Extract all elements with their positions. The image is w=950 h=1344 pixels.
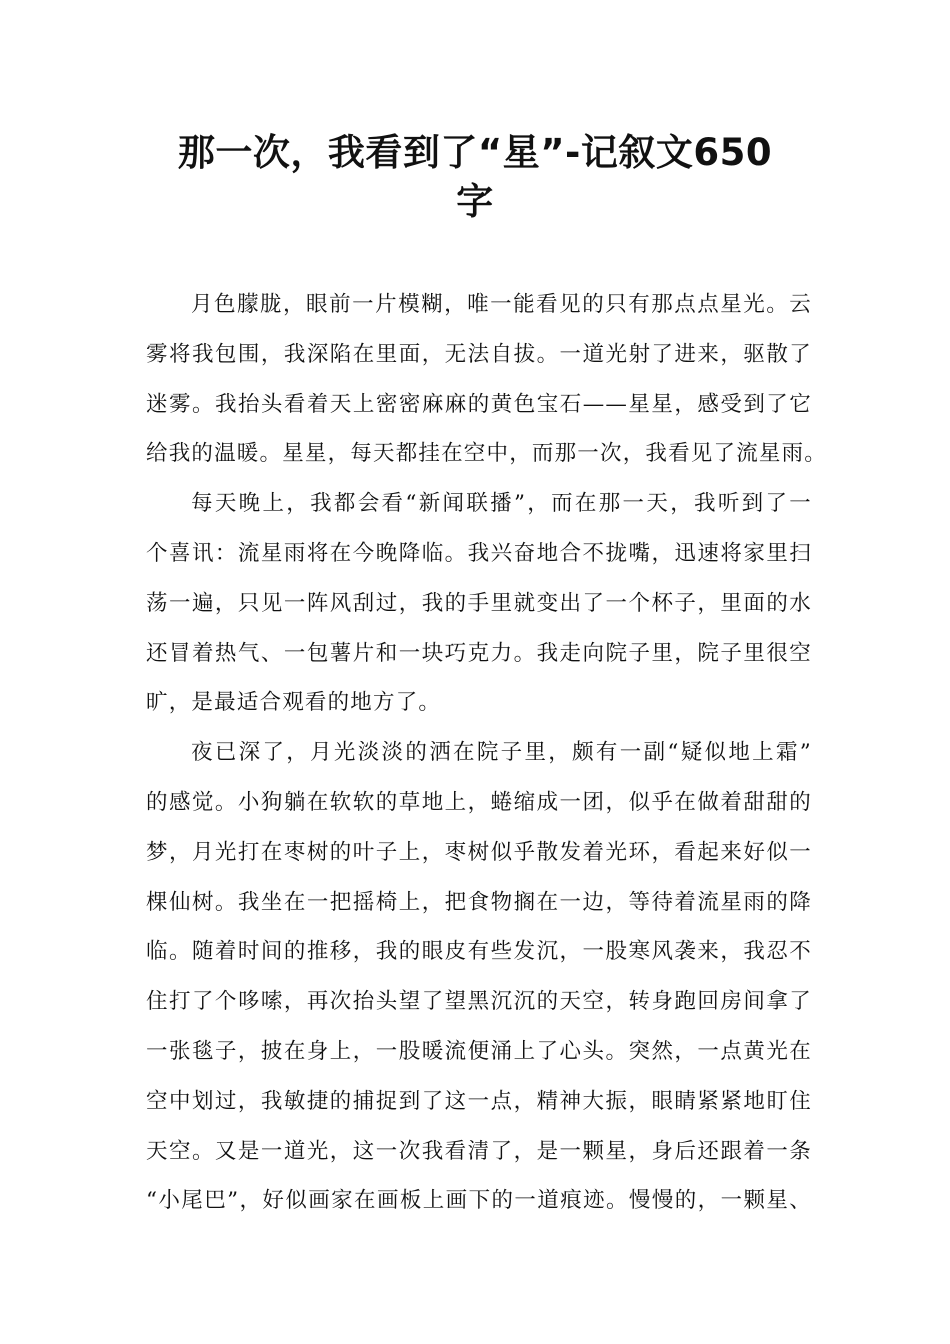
title-line-1: 那一次，我看到了“星”-记叙文650 xyxy=(177,131,773,174)
text-line: 梦，月光打在枣树的叶子上，枣树似乎散发着光环，看起来好似一 xyxy=(146,839,812,865)
text-line: 夜已深了，月光淡淡的洒在院子里，颇有一副“疑似地上霜” xyxy=(191,740,812,766)
text-line: 雾将我包围，我深陷在里面，无法自拔。一道光射了进来，驱散了 xyxy=(146,341,812,367)
text-line: 迷雾。我抬头看着天上密密麻麻的黄色宝石——星星，感受到了它 xyxy=(146,391,812,417)
text-line: 天空。又是一道光，这一次我看清了，是一颗星，身后还跟着一条 xyxy=(146,1138,812,1164)
document-title xyxy=(140,128,810,226)
text-line: 还冒着热气、一包薯片和一块巧克力。我走向院子里，院子里很空 xyxy=(146,640,812,666)
paragraph-1 xyxy=(146,280,828,479)
text-line: 住打了个哆嗦，再次抬头望了望黑沉沉的天空，转身跑回房间拿了 xyxy=(146,989,812,1015)
document-body xyxy=(146,280,828,1226)
paragraph-2 xyxy=(146,479,812,728)
paragraph-3 xyxy=(146,728,812,1226)
text-line: 旷，是最适合观看的地方了。 xyxy=(146,690,442,716)
text-line: “小尾巴”，好似画家在画板上画下的一道痕迹。慢慢的，一颗星、 xyxy=(146,1188,812,1214)
text-line: 临。随着时间的推移，我的眼皮有些发沉，一股寒风袭来，我忍不 xyxy=(146,939,812,965)
title-line-2: 字 xyxy=(456,180,494,223)
text-line: 棵仙树。我坐在一把摇椅上，把食物搁在一边，等待着流星雨的降 xyxy=(146,889,812,915)
text-line: 个喜讯：流星雨将在今晚降临。我兴奋地合不拢嘴，迅速将家里扫 xyxy=(146,540,812,566)
text-line: 空中划过，我敏捷的捕捉到了这一点，精神大振，眼睛紧紧地盯住 xyxy=(146,1088,812,1114)
text-line: 给我的温暖。星星，每天都挂在空中，而那一次，我看见了流星雨。 xyxy=(146,441,828,467)
text-line: 月色朦胧，眼前一片模糊，唯一能看见的只有那点点星光。云 xyxy=(191,292,812,317)
text-line: 每天晚上，我都会看“新闻联播”，而在那一天，我听到了一 xyxy=(191,491,812,517)
text-line: 一张毯子，披在身上，一股暖流便涌上了心头。突然，一点黄光在 xyxy=(146,1038,812,1064)
text-line: 的感觉。小狗躺在软软的草地上，蜷缩成一团，似乎在做着甜甜的 xyxy=(146,789,812,815)
text-line: 荡一遍，只见一阵风刮过，我的手里就变出了一个杯子，里面的水 xyxy=(146,590,812,616)
